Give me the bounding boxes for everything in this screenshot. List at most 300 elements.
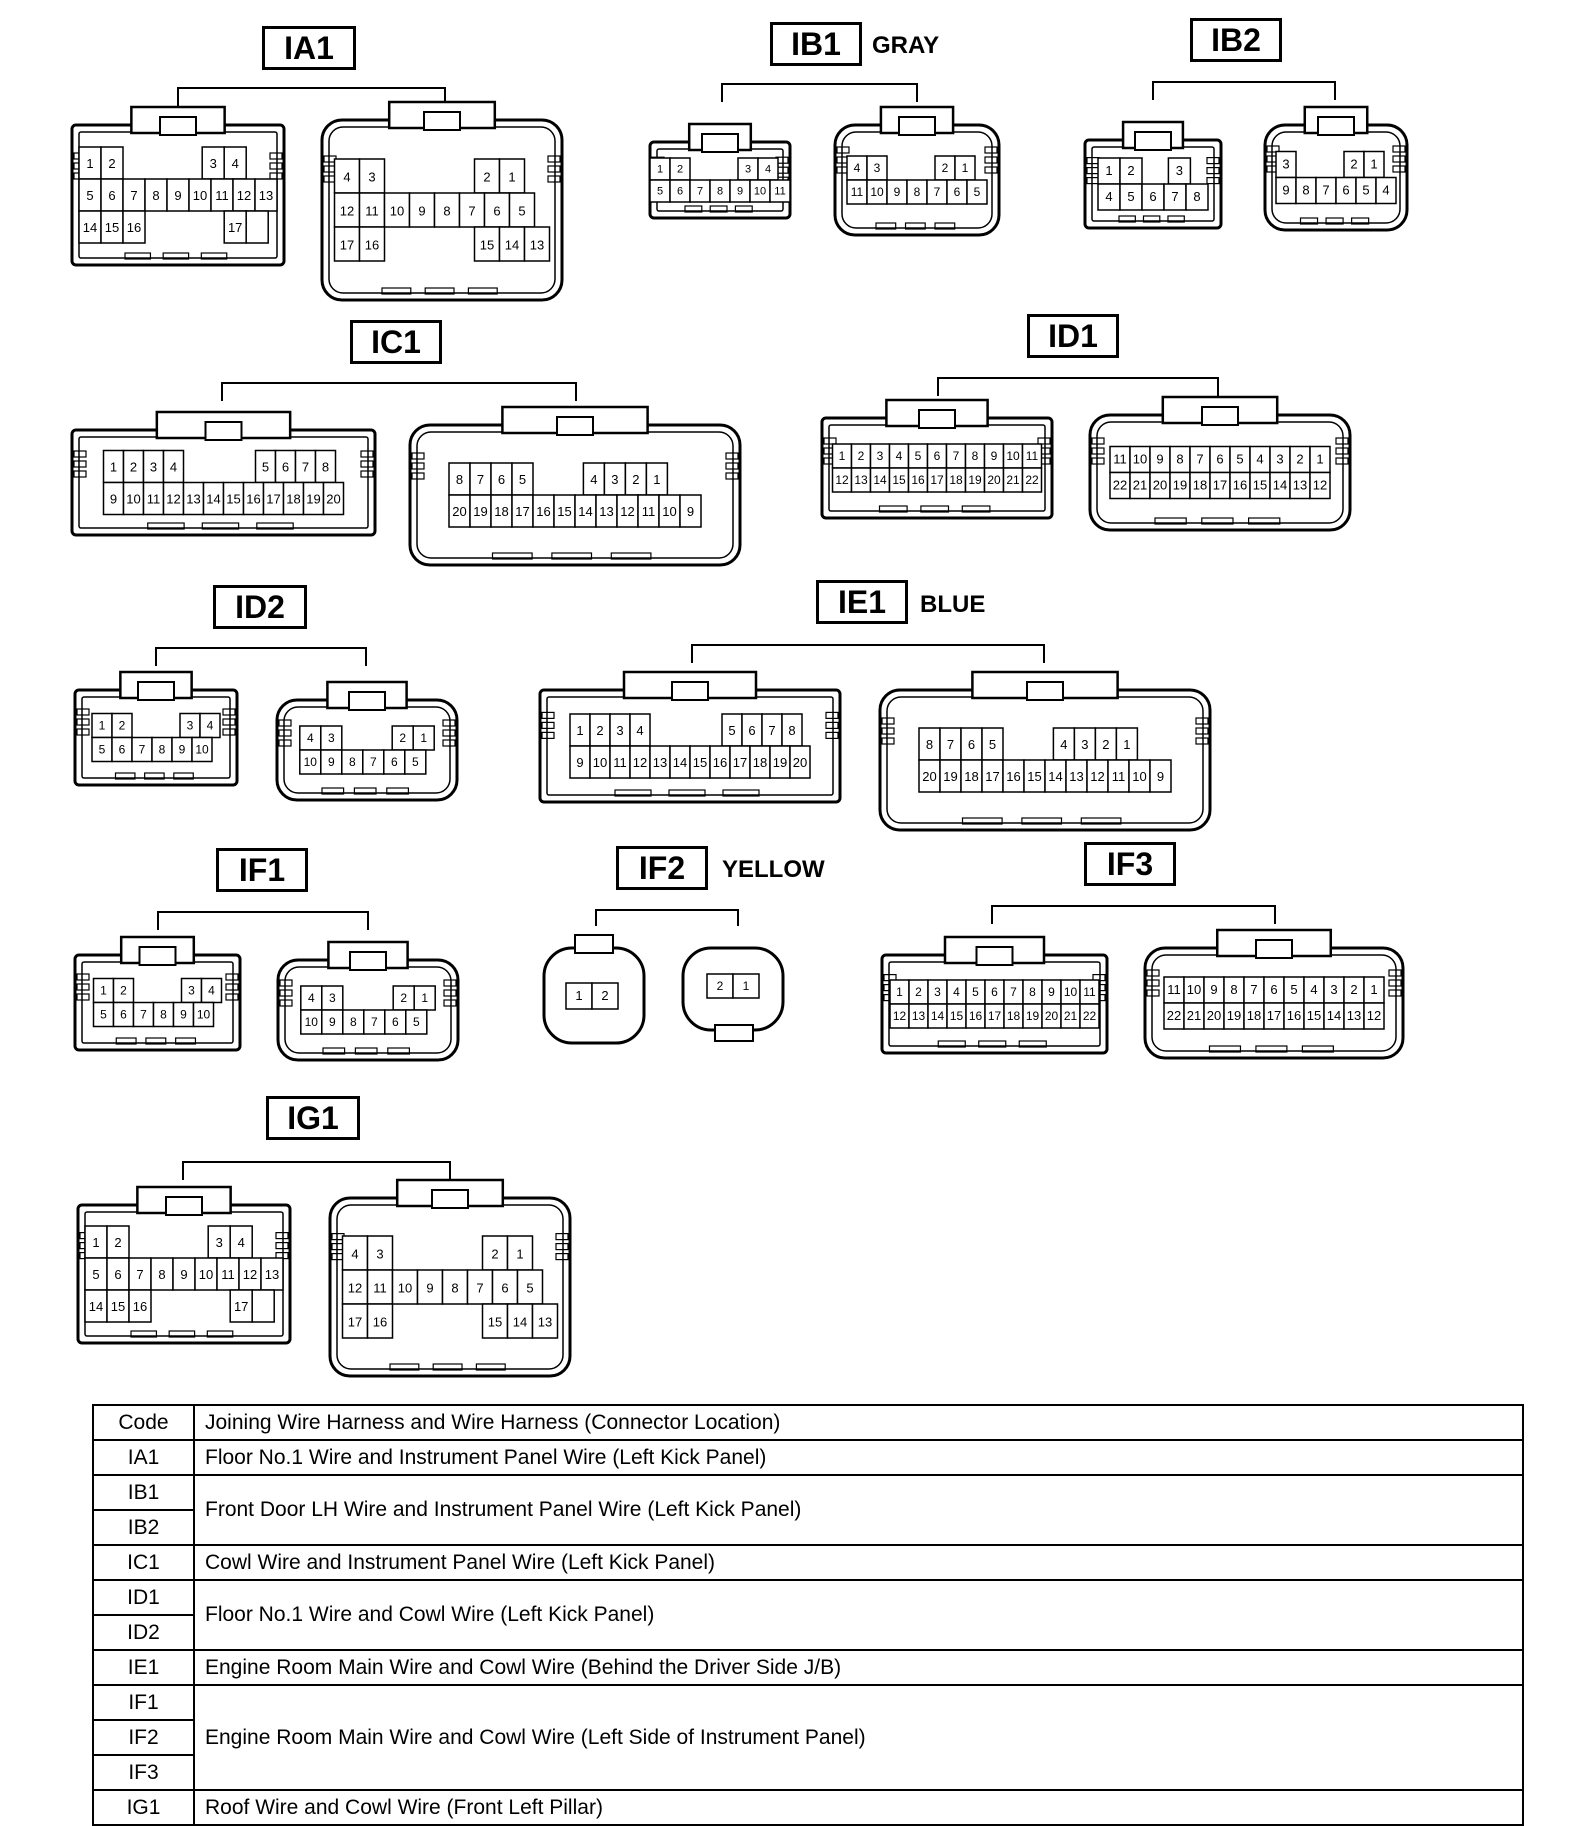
table-row: [93, 1475, 1523, 1510]
pin-number: 5: [261, 459, 270, 475]
connector-face: [278, 942, 458, 1060]
pin-number: 13: [1069, 769, 1084, 785]
table-header-row: [93, 1405, 1523, 1440]
pin-number: 2: [114, 1235, 122, 1251]
pin-number: 1: [1123, 737, 1131, 753]
pin-number: 16: [132, 1299, 148, 1315]
pin-number: 20: [1152, 477, 1168, 493]
pin-number: 15: [1252, 477, 1268, 493]
pin-number: 4: [895, 448, 903, 463]
pin-number: 3: [376, 1246, 384, 1262]
pin-number: 5: [526, 1280, 534, 1296]
pin-number: 5: [656, 185, 664, 198]
pin-number: 9: [1156, 769, 1165, 785]
pin-number: 18: [949, 472, 963, 487]
pin-number: 1: [656, 163, 664, 176]
pin-number: 7: [301, 459, 310, 475]
pin-number: 17: [347, 1314, 363, 1330]
latch-tab: [557, 417, 593, 435]
pin-number: 4: [237, 1235, 245, 1251]
pin-number: 4: [169, 459, 178, 475]
pin-number: 2: [1296, 451, 1304, 467]
connector-face: [1145, 930, 1403, 1058]
pin-number: 2: [400, 990, 408, 1005]
pin-number: 11: [613, 755, 627, 771]
pin-number: 10: [397, 1280, 413, 1296]
pin-number: 8: [455, 472, 464, 488]
connector-face: [277, 682, 457, 800]
pin-number: 6: [108, 188, 116, 204]
pin-number: 8: [913, 184, 921, 199]
pin-number: 4: [1382, 182, 1390, 198]
code-cell: ID1: [93, 1580, 194, 1615]
pin-number: 18: [964, 769, 979, 785]
desc-cell: Engine Room Main Wire and Cowl Wire (Left Side of Instrument Panel): [194, 1685, 1523, 1790]
pin-number: 15: [487, 1314, 503, 1330]
latch-tab: [140, 947, 176, 965]
pin-number: 12: [632, 755, 648, 771]
table-row: [93, 1580, 1523, 1615]
pin-number: 20: [452, 504, 467, 520]
pin-number: 1: [653, 472, 661, 488]
pin-number: 12: [339, 203, 355, 219]
pin-number: 8: [152, 188, 160, 204]
pin-number: 1: [961, 160, 969, 175]
pin-number: 18: [1246, 1008, 1262, 1024]
bracket-line: [183, 1162, 450, 1180]
pin-number: 15: [557, 504, 572, 520]
pin-number: 10: [592, 755, 608, 771]
code-cell: IE1: [93, 1650, 194, 1685]
pin-number: 20: [1206, 1008, 1222, 1024]
pin-number: 16: [246, 491, 261, 507]
pin-number: 9: [327, 754, 335, 769]
pin-number: 14: [88, 1299, 104, 1315]
latch-tab: [349, 692, 385, 710]
pin-number: 5: [98, 742, 106, 757]
pin-number: 10: [389, 203, 405, 219]
pin-number: 8: [321, 459, 330, 475]
pin-number: 3: [1330, 982, 1338, 998]
pin-number: 20: [922, 769, 937, 785]
pin-number: 14: [206, 491, 221, 507]
pin-number: 5: [518, 472, 527, 488]
pin-cell: [246, 211, 268, 243]
bracket-line: [222, 383, 576, 401]
pin-number: 1: [1370, 982, 1378, 998]
pin-number: 1: [100, 983, 107, 998]
pin-number: 10: [1063, 984, 1078, 999]
pin-number: 6: [748, 723, 756, 739]
pin-number: 5: [973, 184, 981, 199]
pin-number: 2: [1350, 156, 1358, 172]
desc-cell: Front Door LH Wire and Instrument Panel Wire (Left Kick Panel): [194, 1475, 1523, 1545]
connector-face: [835, 107, 999, 235]
pin-number: 10: [662, 504, 677, 520]
pin-number: 1: [92, 1235, 100, 1251]
pin-number: 9: [736, 185, 744, 198]
pin-number: 1: [742, 978, 750, 993]
connector-face: [540, 672, 840, 802]
pin-number: 3: [1282, 156, 1290, 172]
pin-number: 20: [326, 491, 341, 507]
pin-number: 3: [186, 718, 194, 733]
pin-number: 20: [987, 472, 1001, 487]
pin-number: 8: [971, 448, 979, 463]
latch-tab: [702, 134, 738, 152]
label-ID2: ID2: [213, 585, 307, 629]
pin-number: 14: [578, 504, 593, 520]
desc-cell: Floor No.1 Wire and Instrument Panel Wire (Left Kick Panel): [194, 1440, 1523, 1475]
latch-tab: [899, 117, 935, 135]
pin-number: 4: [953, 984, 960, 999]
label-IB1: IB1: [770, 22, 862, 66]
pin-number: 11: [850, 184, 864, 199]
pin-number: 9: [893, 184, 901, 199]
pin-number: 1: [1105, 163, 1113, 179]
pin-number: 3: [616, 723, 624, 739]
pin-number: 7: [140, 1007, 147, 1022]
pin-number: 3: [873, 160, 881, 175]
pin-number: 7: [136, 1267, 144, 1283]
pin-number: 5: [988, 737, 997, 753]
pin-number: 3: [188, 983, 195, 998]
pin-number: 9: [426, 1280, 434, 1296]
pin-number: 5: [411, 754, 419, 769]
pin-number: 12: [620, 504, 635, 520]
code-cell: IF3: [93, 1755, 194, 1790]
pin-number: 7: [952, 448, 960, 463]
desc-cell: Cowl Wire and Instrument Panel Wire (Left Kick Panel): [194, 1545, 1523, 1580]
pin-number: 2: [596, 723, 604, 739]
pin-number: 10: [303, 754, 317, 769]
pin-number: 3: [327, 730, 335, 745]
label-ID1: ID1: [1027, 314, 1119, 358]
pin-number: 12: [1312, 477, 1328, 493]
pin-number: 4: [206, 718, 214, 733]
pin-number: 7: [1010, 984, 1017, 999]
pin-number: 7: [476, 1280, 484, 1296]
pin-number: 1: [420, 730, 428, 745]
pin-number: 5: [412, 1014, 420, 1029]
pin-number: 1: [86, 156, 94, 172]
pin-number: 2: [108, 156, 116, 172]
pin-number: 6: [497, 472, 506, 488]
pin-number: 5: [972, 984, 979, 999]
pin-number: 7: [696, 185, 704, 198]
pin-number: 15: [226, 491, 241, 507]
connector-legend-table: [92, 1404, 1524, 1826]
pin-number: 11: [365, 203, 379, 219]
pin-number: 1: [109, 459, 118, 475]
pin-number: 18: [286, 491, 301, 507]
pin-number: 10: [196, 1007, 211, 1022]
pin-number: 5: [914, 448, 922, 463]
pin-number: 16: [372, 1314, 388, 1330]
pin-number: 13: [529, 237, 545, 253]
pin-number: 3: [1276, 451, 1284, 467]
pin-number: 6: [390, 754, 398, 769]
color-IE1: BLUE: [920, 591, 986, 618]
pin-number: 8: [349, 1014, 357, 1029]
pin-number: 16: [911, 472, 925, 487]
pin-number: 2: [118, 718, 126, 733]
pin-number: 13: [264, 1267, 280, 1283]
pin-number: 8: [348, 754, 356, 769]
pin-number: 19: [943, 769, 958, 785]
latch-tab: [919, 410, 955, 428]
pin-number: 3: [215, 1235, 223, 1251]
pin-number: 11: [774, 185, 786, 198]
pin-number: 14: [504, 237, 520, 253]
code-cell: IA1: [93, 1440, 194, 1475]
pin-number: 21: [1006, 472, 1020, 487]
pin-number: 6: [501, 1280, 509, 1296]
pin-number: 2: [632, 472, 640, 488]
pin-number: 14: [82, 220, 98, 236]
pin-number: 10: [304, 1014, 318, 1029]
pin-number: 1: [575, 988, 583, 1004]
connector-face: [1265, 107, 1407, 230]
pin-number: 20: [1044, 1008, 1059, 1023]
pin-number: 8: [158, 742, 166, 757]
pin-number: 11: [1167, 982, 1181, 998]
pin-number: 5: [1236, 451, 1244, 467]
pin-number: 5: [100, 1007, 107, 1022]
pin-number: 16: [364, 237, 380, 253]
pin-number: 15: [1027, 769, 1042, 785]
bracket-line: [1153, 82, 1335, 100]
pin-number: 21: [1063, 1008, 1078, 1023]
connector-face: [822, 400, 1052, 518]
pin-number: 13: [258, 188, 274, 204]
pin-number: 18: [752, 755, 768, 771]
connector-face: [72, 107, 284, 265]
desc-cell: Roof Wire and Cowl Wire (Front Left Pillar): [194, 1790, 1523, 1825]
pin-number: 11: [1113, 451, 1127, 467]
latch-tab: [160, 117, 196, 135]
pin-number: 6: [1149, 189, 1157, 205]
pin-number: 17: [339, 237, 355, 253]
pin-number: 8: [925, 737, 934, 753]
pin-number: 12: [242, 1267, 258, 1283]
pin-number: 15: [104, 220, 120, 236]
pin-number: 15: [892, 472, 906, 487]
pin-number: 9: [178, 742, 186, 757]
pin-number: 19: [1172, 477, 1188, 493]
pin-number: 4: [636, 723, 644, 739]
pin-number: 9: [1210, 982, 1218, 998]
pin-number: 2: [941, 160, 949, 175]
connector-face: [880, 672, 1210, 830]
pin-number: 2: [676, 163, 684, 176]
latch-tab: [432, 1190, 468, 1208]
pin-number: 12: [1090, 769, 1105, 785]
pin-number: 10: [195, 742, 209, 757]
color-IB1: GRAY: [872, 32, 940, 59]
pin-number: 14: [512, 1314, 528, 1330]
pin-number: 18: [1192, 477, 1208, 493]
pin-number: 3: [209, 156, 217, 172]
latch-tab: [1202, 407, 1238, 425]
pin-number: 14: [930, 1008, 945, 1023]
pin-number: 10: [1132, 769, 1147, 785]
pin-number: 10: [126, 491, 141, 507]
pin-number: 17: [266, 491, 281, 507]
pin-number: 7: [369, 754, 377, 769]
pin-number: 6: [114, 1267, 122, 1283]
pin-number: 1: [98, 718, 106, 733]
pin-number: 19: [473, 504, 488, 520]
pin-number: 11: [146, 491, 161, 507]
pin-number: 4: [1256, 451, 1264, 467]
latch-tab: [1318, 117, 1354, 135]
pin-number: 8: [1302, 182, 1310, 198]
pin-number: 13: [652, 755, 668, 771]
pin-number: 2: [129, 459, 138, 475]
pin-number: 17: [515, 504, 530, 520]
pin-number: 8: [1230, 982, 1238, 998]
pin-number: 22: [1166, 1008, 1182, 1024]
pin-number: 19: [1025, 1008, 1040, 1023]
pin-number: 7: [946, 737, 955, 753]
pin-number: 7: [933, 184, 941, 199]
pin-number: 9: [576, 755, 584, 771]
pin-number: 18: [1006, 1008, 1021, 1023]
pin-number: 2: [1127, 163, 1135, 179]
desc-cell: Engine Room Main Wire and Cowl Wire (Behind the Driver Side J/B): [194, 1650, 1523, 1685]
pin-number: 8: [788, 723, 796, 739]
pin-number: 17: [930, 472, 944, 487]
pin-number: 16: [1286, 1008, 1302, 1024]
pin-number: 7: [468, 203, 476, 219]
bracket-line: [992, 906, 1275, 924]
pin-number: 12: [347, 1280, 363, 1296]
label-IF3: IF3: [1084, 842, 1176, 886]
pin-number: 10: [870, 184, 884, 199]
latch: [715, 1025, 753, 1041]
pin-number: 11: [373, 1280, 387, 1296]
desc-cell: Floor No.1 Wire and Cowl Wire (Left Kick Panel): [194, 1580, 1523, 1650]
bracket-line: [596, 910, 738, 926]
pin-number: 5: [728, 723, 736, 739]
pin-number: 1: [896, 984, 903, 999]
table-row: [93, 1650, 1523, 1685]
pin-number: 14: [1272, 477, 1288, 493]
bracket-line: [156, 648, 366, 666]
pin-number: 2: [1102, 737, 1110, 753]
latch-tab: [977, 947, 1013, 965]
latch-tab: [166, 1197, 202, 1215]
pin-number: 2: [483, 169, 491, 185]
pin-number: 11: [1025, 448, 1039, 463]
pin-number: 15: [110, 1299, 126, 1315]
pin-number: 12: [835, 472, 849, 487]
table-row: [93, 1685, 1523, 1720]
connector-face: [75, 937, 240, 1050]
connector-face: [1090, 397, 1350, 530]
code-cell: IB1: [93, 1475, 194, 1510]
pin-number: 8: [1176, 451, 1184, 467]
pin-number: 6: [676, 185, 684, 198]
pin-number: 3: [876, 448, 884, 463]
connector-face: [322, 102, 562, 300]
pin-number: 10: [1006, 448, 1020, 463]
pin-number: 14: [1048, 769, 1063, 785]
pin-number: 4: [306, 730, 314, 745]
pin-number: 3: [611, 472, 619, 488]
pin-number: 6: [391, 1014, 399, 1029]
pin-number: 7: [768, 723, 776, 739]
code-cell: IG1: [93, 1790, 194, 1825]
pin-number: 6: [1216, 451, 1224, 467]
pin-number: 22: [1082, 1008, 1097, 1023]
pin-number: 5: [518, 203, 526, 219]
header-desc: Joining Wire Harness and Wire Harness (Connector Location): [194, 1405, 1523, 1440]
pin-number: 11: [641, 504, 656, 520]
pin-number: 16: [126, 220, 142, 236]
pin-number: 10: [192, 188, 208, 204]
pin-number: 6: [1270, 982, 1278, 998]
pin-number: 6: [120, 1007, 127, 1022]
pin-number: 9: [686, 504, 695, 520]
pin-number: 8: [158, 1267, 166, 1283]
pin-number: 4: [853, 160, 861, 175]
pin-number: 4: [1105, 189, 1113, 205]
latch-tab: [1135, 132, 1171, 150]
pin-number: 3: [1081, 737, 1089, 753]
pin-number: 8: [1029, 984, 1036, 999]
pin-number: 6: [1342, 182, 1350, 198]
pin-number: 16: [712, 755, 728, 771]
pin-number: 4: [231, 156, 239, 172]
code-cell: IC1: [93, 1545, 194, 1580]
connector-face: [410, 407, 740, 565]
pin-number: 5: [1290, 982, 1298, 998]
pin-number: 14: [672, 755, 688, 771]
pin-number: 9: [109, 491, 118, 507]
pin-number: 11: [1111, 769, 1126, 785]
label-IE1: IE1: [816, 580, 908, 624]
pin-number: 11: [221, 1267, 235, 1283]
latch-tab: [1256, 940, 1292, 958]
pin-number: 13: [854, 472, 868, 487]
pin-number: 7: [1322, 182, 1330, 198]
pin-number: 9: [418, 203, 426, 219]
latch-tab: [1027, 682, 1063, 700]
pin-number: 12: [1366, 1008, 1382, 1024]
pin-number: 6: [953, 184, 961, 199]
pin-number: 13: [537, 1314, 553, 1330]
pin-number: 2: [601, 988, 609, 1004]
pin-number: 4: [351, 1246, 359, 1262]
pin-number: 19: [772, 755, 788, 771]
bracket-line: [722, 84, 917, 102]
pin-number: 7: [1171, 189, 1179, 205]
label-IG1: IG1: [266, 1096, 360, 1140]
pin-number: 19: [306, 491, 321, 507]
pin-number: 2: [1350, 982, 1358, 998]
latch-tab: [138, 682, 174, 700]
code-cell: IF2: [93, 1720, 194, 1755]
bracket-line: [692, 645, 1044, 663]
table-row: [93, 1545, 1523, 1580]
pin-number: 13: [911, 1008, 926, 1023]
pin-number: 17: [985, 769, 1000, 785]
pin-number: 6: [967, 737, 976, 753]
pin-number: 2: [857, 448, 865, 463]
connector-face: [544, 935, 644, 1043]
